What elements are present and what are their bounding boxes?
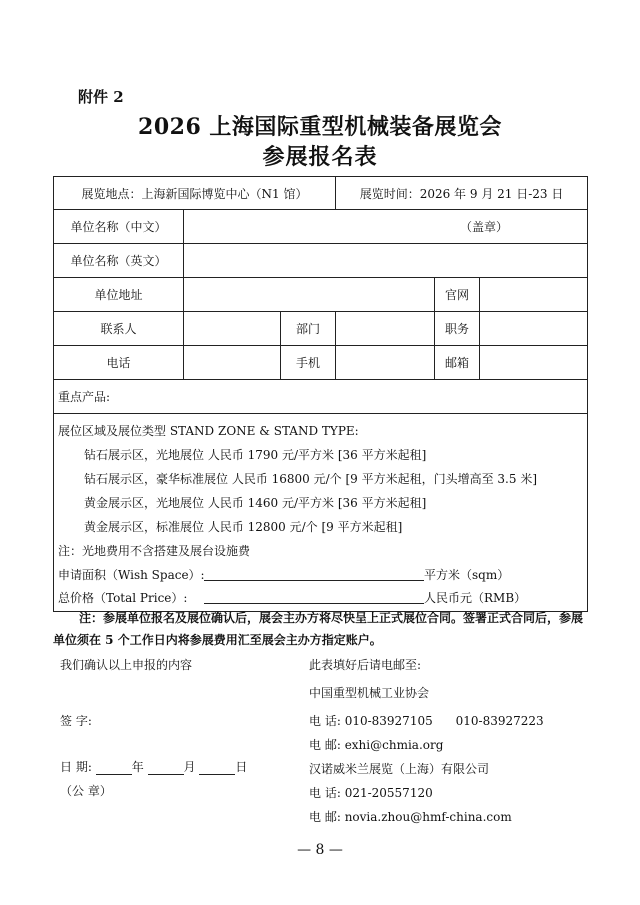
contact-label: 联系人 bbox=[54, 312, 184, 346]
email-label: 邮箱 bbox=[435, 346, 480, 380]
page-number: — 8 — bbox=[297, 842, 343, 858]
price-input[interactable] bbox=[204, 591, 424, 604]
stand-zone-section bbox=[54, 414, 588, 612]
zone-option-gold-raw[interactable]: 黄金展示区，光地展位 人民币 1460 元/平方米 [36 平方米起租] bbox=[84, 495, 427, 510]
address-label: 单位地址 bbox=[54, 278, 184, 312]
year-label: 年 bbox=[131, 760, 144, 774]
products-label: 重点产品: bbox=[58, 390, 111, 404]
org2-email-label: 电 邮: bbox=[309, 810, 341, 824]
org2-email-link[interactable]: novia.zhou@hmf-china.com bbox=[344, 810, 512, 824]
venue-cell: 展览地点：上海新国际博览中心（N1 馆） bbox=[54, 177, 336, 210]
email-field[interactable] bbox=[480, 346, 588, 380]
website-label: 官网 bbox=[435, 278, 480, 312]
org1-email-row bbox=[309, 736, 443, 753]
position-field[interactable] bbox=[480, 312, 588, 346]
zone-note: 注：光地费用不含搭建及展台设施费 bbox=[58, 543, 251, 558]
phone-field[interactable] bbox=[184, 346, 281, 380]
month-label: 月 bbox=[183, 760, 196, 774]
month-input[interactable] bbox=[148, 762, 184, 775]
position-label: 职务 bbox=[435, 312, 480, 346]
space-input[interactable] bbox=[204, 568, 424, 581]
company-cn-field[interactable] bbox=[184, 210, 588, 244]
send-to-label: 此表填好后请电邮至: bbox=[309, 658, 422, 672]
org2-phone-label: 电 话: bbox=[309, 786, 341, 800]
price-label: 总价格（Total Price）: bbox=[58, 590, 188, 605]
zone-option-gold-standard[interactable]: 黄金展示区，标准展位 人民币 12800 元/个 [9 平方米起租] bbox=[84, 519, 403, 534]
phone-label: 电话 bbox=[54, 346, 184, 380]
day-input[interactable] bbox=[199, 762, 235, 775]
org2-phone: 021-20557120 bbox=[344, 786, 433, 800]
zone-option-diamond-deluxe[interactable]: 钻石展示区，豪华标准展位 人民币 16800 元/个 [9 平方米起租，门头增高至 3.5 米] bbox=[84, 471, 538, 486]
page-title: 2026 上海国际重型机械装备展览会 bbox=[138, 114, 502, 140]
registration-form-table bbox=[53, 176, 588, 612]
mobile-field[interactable] bbox=[336, 346, 435, 380]
products-field[interactable] bbox=[54, 380, 588, 414]
org1-name: 中国重型机械工业协会 bbox=[309, 686, 430, 700]
org1-email-label: 电 邮: bbox=[309, 738, 341, 752]
company-en-field[interactable] bbox=[184, 244, 588, 278]
space-unit: 平方米（sqm） bbox=[424, 567, 510, 582]
confirm-statement: 我们确认以上申报的内容 bbox=[60, 658, 193, 672]
department-field[interactable] bbox=[336, 312, 435, 346]
org1-phone-row bbox=[309, 712, 544, 729]
contract-notice: 注：参展单位报名及展位确认后，展会主办方将尽快呈上正式展位合同。签署正式合同后，参展单位须在 5 个工作日内将参展费用汇至展会主办方指定账户。 bbox=[53, 611, 584, 647]
space-label: 申请面积（Wish Space）: bbox=[58, 567, 205, 582]
date-row bbox=[60, 758, 247, 775]
seal-label: （盖章） bbox=[460, 220, 509, 234]
time-cell: 展览时间：2026 年 9 月 21 日-23 日 bbox=[336, 177, 588, 210]
page-subtitle: 参展报名表 bbox=[262, 144, 378, 170]
org2-phone-row bbox=[309, 784, 433, 801]
day-label: 日 bbox=[235, 760, 248, 774]
official-seal-label: （公 章） bbox=[60, 784, 112, 798]
attachment-label: 附件 2 bbox=[78, 88, 124, 106]
org1-email-link[interactable]: exhi@chmia.org bbox=[344, 738, 444, 752]
space-row bbox=[58, 562, 583, 586]
org2-name: 汉诺威米兰展览（上海）有限公司 bbox=[309, 762, 490, 776]
address-field[interactable] bbox=[184, 278, 435, 312]
year-input[interactable] bbox=[96, 762, 132, 775]
company-cn-label: 单位名称（中文） bbox=[54, 210, 184, 244]
contact-field[interactable] bbox=[184, 312, 281, 346]
mobile-label: 手机 bbox=[281, 346, 336, 380]
company-en-label: 单位名称（英文） bbox=[54, 244, 184, 278]
price-unit: 人民币元（RMB） bbox=[424, 590, 527, 605]
org1-phone: 010-83927105 010-83927223 bbox=[344, 714, 544, 728]
website-field[interactable] bbox=[480, 278, 588, 312]
department-label: 部门 bbox=[281, 312, 336, 346]
org2-email-row bbox=[309, 808, 512, 825]
sign-label: 签 字: bbox=[60, 714, 92, 728]
zone-title: 展位区域及展位类型 STAND ZONE & STAND TYPE: bbox=[58, 423, 359, 438]
zone-option-diamond-raw[interactable]: 钻石展示区，光地展位 人民币 1790 元/平方米 [36 平方米起租] bbox=[84, 447, 427, 462]
org1-phone-label: 电 话: bbox=[309, 714, 341, 728]
price-row bbox=[58, 586, 583, 608]
date-label: 日 期: bbox=[60, 760, 92, 774]
